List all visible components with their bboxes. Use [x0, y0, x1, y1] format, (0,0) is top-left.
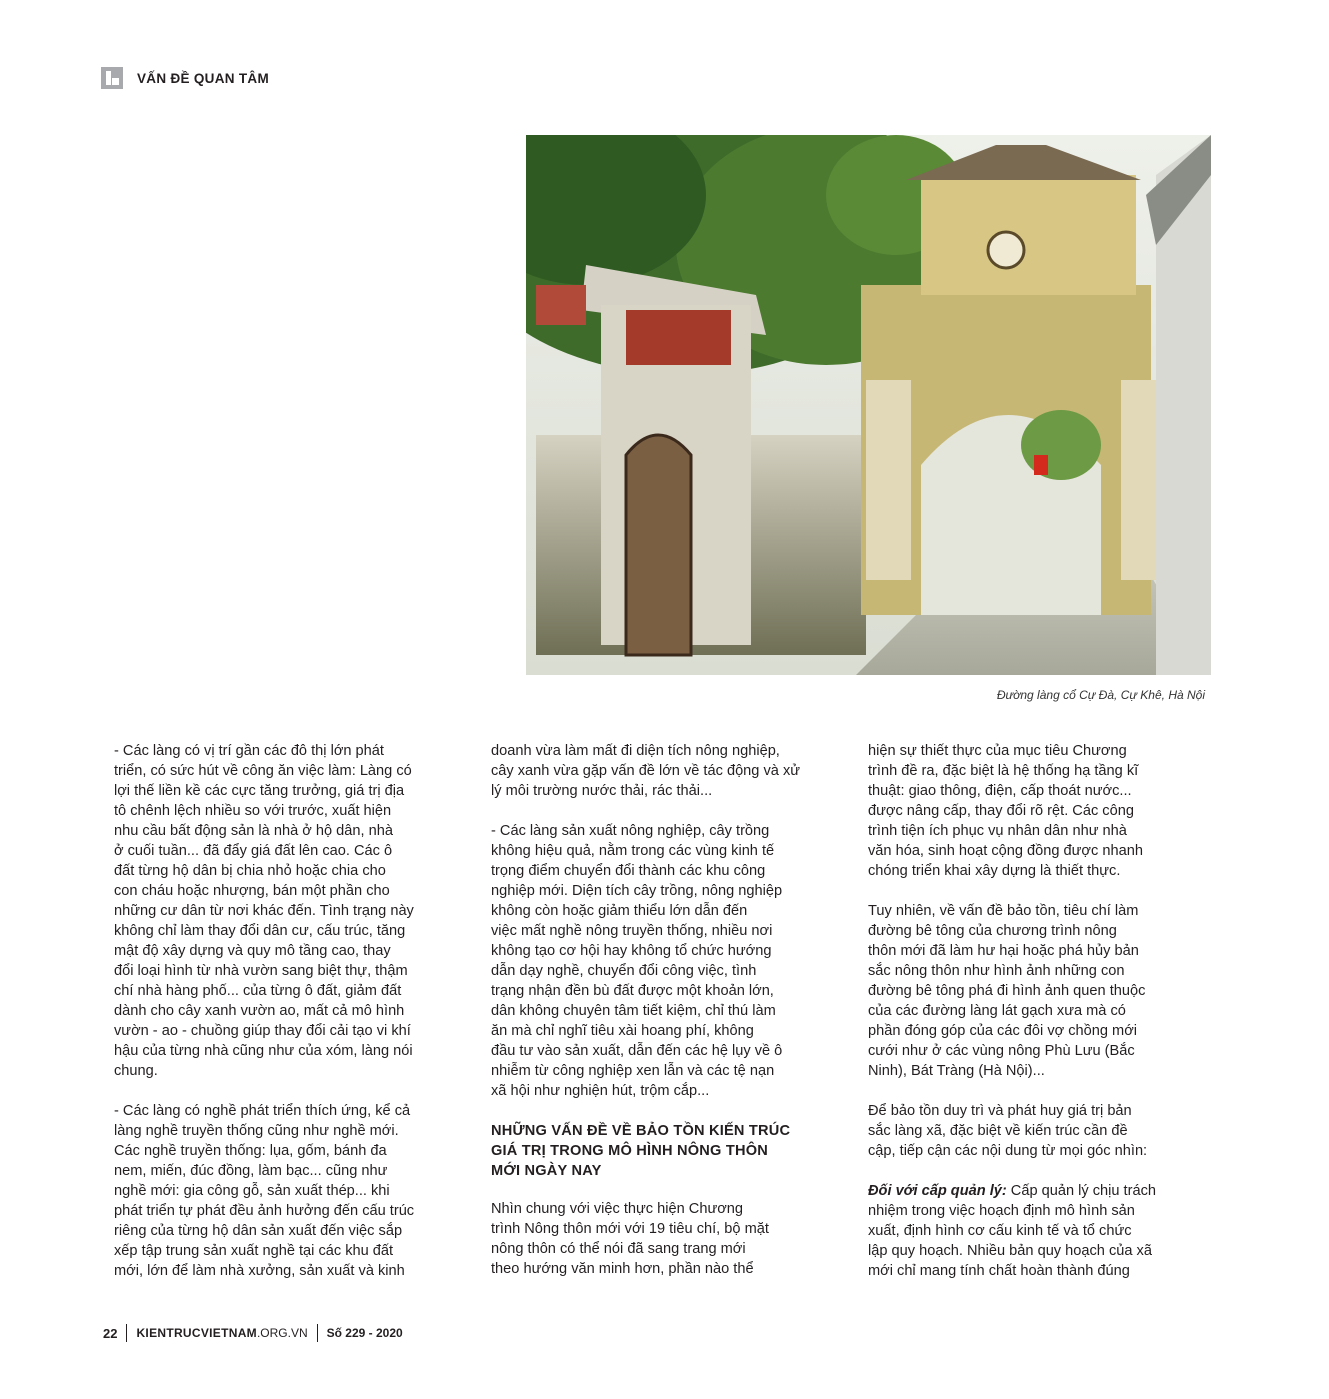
text-line: Ninh), Bát Tràng (Hà Nội)...: [868, 1063, 1045, 1079]
text-line: Các nghề truyền thống: lụa, gốm, bánh đa: [114, 1143, 387, 1159]
paragraph: [491, 1199, 851, 1279]
text-line: ăn mà chỉ nghĩ tiêu xài hoang phí, không: [491, 1023, 754, 1039]
text-line: con cháu hoặc nhượng, bán một phần cho: [114, 883, 390, 899]
text-line: mới, lớn để làm nhà xưởng, sản xuất và kinh: [114, 1263, 405, 1279]
text-line: thôn mới đã làm hư hại hoặc phá hủy bản: [868, 943, 1139, 959]
text-line: chí nhà hàng phố... của từng ô đất, giảm đất: [114, 983, 402, 999]
text-line: ở cuối tuần... đã đẩy giá đất lên cao. Các ô: [114, 843, 393, 859]
footer-divider: [317, 1324, 318, 1342]
text-line: riêng của từng hộ dân sản xuất đến việc sắp: [114, 1223, 403, 1239]
paragraph: [114, 741, 474, 1081]
text-line: lập quy hoạch. Nhiều bản quy hoạch của xã: [868, 1243, 1152, 1259]
section-logo-icon: [101, 67, 123, 89]
paragraph: [868, 1101, 1228, 1161]
text-line: cưới như ở các vùng nông Phù Lưu (Bắc: [868, 1043, 1135, 1059]
text-line: phát triển tự phát đều ảnh hưởng đến cấu trúc: [114, 1203, 415, 1219]
text-line: được nâng cấp, thay đổi rõ rệt. Các công: [868, 803, 1134, 819]
text-line: nhiệm trong việc hoạch định mô hình sản: [868, 1203, 1135, 1219]
text-line: không hiệu quả, nằm trong các vùng kinh tế: [491, 843, 775, 859]
text-line: nem, miến, đúc đồng, làm bạc... cũng như: [114, 1163, 388, 1179]
text-line: - Các làng có vị trí gần các đô thị lớn phát: [114, 743, 384, 759]
site-name: KIENTRUCVIETNAM: [136, 1326, 257, 1340]
article-column-1: [114, 741, 474, 1301]
text-line: sắc nông thôn như hình ảnh những con: [868, 963, 1125, 979]
text-line: xuất, định hình cơ cấu kinh tế và tổ chức: [868, 1223, 1132, 1239]
text-line: lý môi trường nước thải, rác thải...: [491, 783, 713, 799]
text-line: thuật: giao thông, điện, cấp thoát nước...: [868, 783, 1132, 799]
text-line: đầu tư vào sản xuất, dẫn đến các hệ lụy về ô: [491, 1043, 783, 1059]
text-line: xếp tập trung sản xuất nghề tại các khu đất: [114, 1243, 394, 1259]
lead-phrase: Đối với cấp quản lý:: [868, 1183, 1007, 1199]
text-line: của các đường làng lát gạch xưa mà có: [868, 1003, 1126, 1019]
text-line: theo hướng văn minh hơn, phần nào thể: [491, 1261, 754, 1277]
text-line: Để bảo tồn duy trì và phát huy giá trị bản: [868, 1103, 1132, 1119]
site-domain: .ORG.VN: [256, 1326, 308, 1340]
text-line: phần đóng góp của các đôi vợ chồng mới: [868, 1023, 1138, 1039]
photo-caption: Đường làng cổ Cự Đà, Cự Khê, Hà Nội: [996, 688, 1205, 702]
text-line: trình Nông thôn mới với 19 tiêu chí, bộ mặt: [491, 1221, 769, 1237]
text-line: không tạo cơ hội hay không tổ chức hướng: [491, 943, 772, 959]
text-line: NHỮNG VẤN ĐỀ VỀ BẢO TỒN KIẾN TRÚC: [491, 1123, 791, 1139]
text-line: đường bê tông phá đi hình ảnh quen thuộc: [868, 983, 1146, 999]
text-line: Tuy nhiên, về vấn đề bảo tồn, tiêu chí làm: [868, 903, 1139, 919]
text-line: xã hội như nghiện hút, trộm cắp...: [491, 1083, 710, 1099]
paragraph: [868, 1181, 1228, 1281]
text-line: nhiễm từ công nghiệp xen lẫn và các tệ nạn: [491, 1063, 775, 1079]
text-line: - Các làng có nghề phát triển thích ứng, kể cả: [114, 1103, 411, 1119]
text-line: dành cho cây xanh vườn ao, mất cả mô hình: [114, 1003, 405, 1019]
text-line: lợi thế liền kề các cực tăng trưởng, giá trị địa: [114, 783, 405, 799]
text-line: mật độ xây dựng và quy mô tầng cao, thay: [114, 943, 391, 959]
text-line: trình đề ra, đặc biệt là hệ thống hạ tầng kĩ: [868, 763, 1139, 779]
text-line: hiện sự thiết thực của mục tiêu Chương: [868, 743, 1127, 759]
text-line: dẫn dạy nghề, chuyển đổi công việc, tình: [491, 963, 757, 979]
section-heading: [491, 1121, 851, 1181]
text-line: đất từng hộ dân bị chia nhỏ hoặc chia cho: [114, 863, 386, 879]
text-line: không còn hoặc giảm thiểu lớn dẫn đến: [491, 903, 748, 919]
text-line: những cư dân từ nơi khác đến. Tình trạng này: [114, 903, 414, 919]
text-line: cập, tiếp cận các nội dung từ mọi góc nhìn:: [868, 1143, 1148, 1159]
text-line: sắc làng xã, đặc biệt về kiến trúc cần đề: [868, 1123, 1128, 1139]
text-line: chóng triển khai xây dựng là thiết thực.: [868, 863, 1121, 879]
text-line: GIÁ TRỊ TRONG MÔ HÌNH NÔNG THÔN: [491, 1143, 768, 1159]
text-line: nhu cầu bất động sản là nhà ở hộ dân, nhà: [114, 823, 393, 839]
text-line: trình tiện ích phục vụ nhân dân như nhà: [868, 823, 1127, 839]
text-line: văn hóa, sinh hoạt cộng đồng được nhanh: [868, 843, 1143, 859]
text-line: tô chênh lệch nhiều so với trước, xuất hiện: [114, 803, 392, 819]
text-line: doanh vừa làm mất đi diện tích nông nghiệp,: [491, 743, 780, 759]
text-line: đổi loại hình từ nhà vườn sang biệt thự, thậm: [114, 963, 408, 979]
text-line: mới chỉ mang tính chất hoàn thành đúng: [868, 1263, 1130, 1279]
text-line: đường bê tông của chương trình nông: [868, 923, 1117, 939]
issue-number: Số 229 - 2020: [326, 1326, 403, 1340]
text-line: - Các làng sản xuất nông nghiệp, cây trồng: [491, 823, 770, 839]
text-line: trạng nhận đền bù đất được một khoản lớn,: [491, 983, 774, 999]
text-line: nông thôn có thể nói đã sang trang mới: [491, 1241, 746, 1257]
text-line: [868, 1181, 1228, 1201]
section-header: [101, 66, 269, 90]
text-line: không chỉ làm thay đổi dân cư, cấu trúc, tăng: [114, 923, 406, 939]
text-line: hậu của từng nhà cũng như của xóm, làng nói: [114, 1043, 413, 1059]
paragraph: [868, 901, 1228, 1081]
paragraph: [868, 741, 1228, 881]
text-span: Cấp quản lý chịu trách: [1006, 1183, 1156, 1199]
section-title: VẤN ĐỀ QUAN TÂM: [137, 70, 269, 86]
text-line: nghiệp mới. Diện tích cây trồng, nông nghiệp: [491, 883, 783, 899]
article-column-3: [868, 741, 1228, 1301]
paragraph: [491, 741, 851, 801]
text-line: vườn - ao - chuồng giúp thay đổi cải tạo vi khí: [114, 1023, 411, 1039]
text-line: nghề mới: gia công gỗ, sản xuất thép... khi: [114, 1183, 390, 1199]
article-column-2: [491, 741, 851, 1299]
text-line: trọng điểm chuyển đổi thành các khu công: [491, 863, 766, 879]
text-line: chung.: [114, 1063, 158, 1079]
text-line: làng nghề truyền thống cũng như nghề mới.: [114, 1123, 399, 1139]
village-gate-photo: [526, 135, 1211, 675]
text-line: Nhìn chung với việc thực hiện Chương: [491, 1201, 744, 1217]
paragraph: [114, 1101, 474, 1281]
text-line: cây xanh vừa gặp vấn đề lớn về tác động và xử: [491, 763, 801, 779]
footer-divider: [126, 1324, 127, 1342]
paragraph: [491, 821, 851, 1101]
text-line: việc mất nghề nông truyền thống, nhiều nơi: [491, 923, 773, 939]
page-number: 22: [103, 1325, 118, 1341]
text-line: dân không chuyên tâm tiết kiệm, chỉ thú làm: [491, 1003, 776, 1019]
text-line: triển, có sức hút về công ăn việc làm: Làng có: [114, 763, 412, 779]
text-line: MỚI NGÀY NAY: [491, 1163, 602, 1179]
page-footer: [103, 1323, 403, 1343]
